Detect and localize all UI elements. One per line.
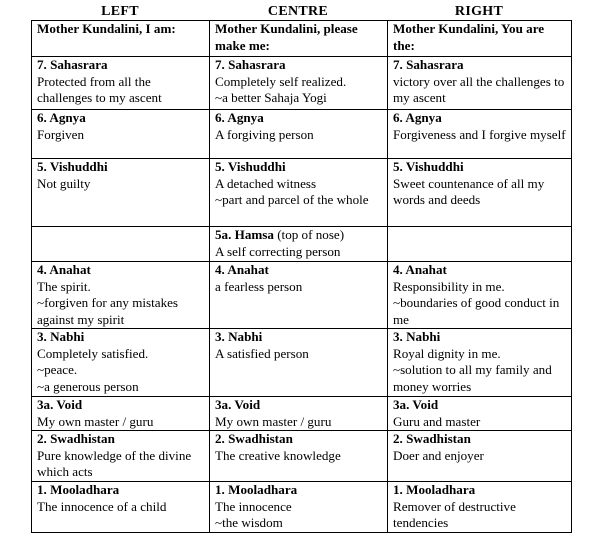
cell-text: ~boundaries of good conduct in me <box>393 295 560 327</box>
cell-title-line <box>393 159 566 176</box>
cell-title: 6. Agnya <box>37 110 86 125</box>
cell-title-line <box>215 110 382 127</box>
table-row <box>32 159 572 227</box>
cell-title-line <box>215 227 382 244</box>
table-cell-right <box>388 329 572 397</box>
table-cell-centre <box>210 482 388 533</box>
cell-text: ~the wisdom <box>215 515 283 530</box>
cell-title: 3. Nabhi <box>393 329 441 344</box>
table-cell-left <box>32 397 210 431</box>
cell-title: 1. Mooladhara <box>37 482 120 497</box>
table-cell-right <box>388 159 572 227</box>
table-cell-left <box>32 21 210 57</box>
header-left: LEFT <box>101 4 139 19</box>
cell-text: A self correcting person <box>215 243 341 259</box>
cell-title-line <box>215 21 382 54</box>
table-cell-centre <box>210 431 388 482</box>
cell-text: ~a generous person <box>37 378 139 394</box>
header-right: RIGHT <box>454 4 504 19</box>
cell-text: The creative knowledge <box>215 447 341 463</box>
cell-title-line <box>215 329 382 346</box>
cell-title: 6. Agnya <box>393 110 442 125</box>
cell-text: Pure knowledge of the divine which acts <box>37 447 192 479</box>
table-cell-left <box>32 262 210 329</box>
cell-title: 3. Nabhi <box>215 329 263 344</box>
table-cell-left <box>32 329 210 397</box>
table-cell-centre <box>210 159 388 227</box>
table-row <box>32 57 572 110</box>
cell-title-note: (top of nose) <box>273 227 345 242</box>
cell-title: 3a. Void <box>215 397 261 412</box>
cell-title: 3. Nabhi <box>37 329 85 344</box>
cell-title-line <box>37 262 204 279</box>
cell-title-line <box>37 482 204 499</box>
column-headers <box>31 4 571 21</box>
table-cell-right <box>388 397 572 431</box>
cell-title-line <box>215 397 382 414</box>
cell-text: Guru and master <box>393 413 481 429</box>
cell-text: ~peace. <box>37 362 78 377</box>
table-cell-centre <box>210 397 388 431</box>
cell-title-line <box>215 482 382 499</box>
cell-title-line <box>393 21 566 54</box>
table-row <box>32 227 572 262</box>
cell-title-line <box>393 397 566 414</box>
cell-text: Completely satisfied. <box>37 345 149 361</box>
table-cell-left <box>32 227 210 262</box>
cell-title: 5a. Hamsa <box>215 227 274 242</box>
cell-text: A detached witness <box>215 175 317 191</box>
table-cell-right <box>388 262 572 329</box>
cell-text: Forgiven <box>37 126 85 142</box>
cell-title-line <box>393 482 566 499</box>
cell-text: Completely self realized. <box>215 73 347 89</box>
table-cell-centre <box>210 57 388 110</box>
cell-text: Doer and enjoyer <box>393 447 484 463</box>
cell-title: 3a. Void <box>393 397 439 412</box>
cell-text: ~a better Sahaja Yogi <box>215 90 327 105</box>
table-cell-left <box>32 482 210 533</box>
cell-title-line <box>215 57 382 74</box>
cell-text: Royal dignity in me. <box>393 345 501 361</box>
cell-title-line <box>215 159 382 176</box>
table-cell-right <box>388 110 572 159</box>
table-row <box>32 431 572 482</box>
cell-title: 4. Anahat <box>393 262 447 277</box>
cell-title-line <box>393 110 566 127</box>
cell-title: 2. Swadhistan <box>37 431 115 446</box>
table-row <box>32 21 572 57</box>
cell-text: Responsibility in me. <box>393 278 505 294</box>
cell-title: Mother Kundalini, I am: <box>37 21 176 36</box>
cell-text: Forgiveness and I forgive myself <box>393 126 566 142</box>
cell-text: A forgiving person <box>215 126 314 142</box>
cell-text: My own master / guru <box>215 413 332 429</box>
table-row <box>32 262 572 329</box>
cell-title: 3a. Void <box>37 397 83 412</box>
table-cell-centre <box>210 227 388 262</box>
table-cell-left <box>32 431 210 482</box>
table-cell-right <box>388 431 572 482</box>
table-cell-centre <box>210 21 388 57</box>
header-centre: CENTRE <box>267 4 329 19</box>
cell-title-line <box>37 431 204 448</box>
cell-text: The innocence <box>215 498 292 514</box>
cell-text: The spirit. <box>37 278 91 294</box>
table-cell-right <box>388 21 572 57</box>
cell-text: The innocence of a child <box>37 498 167 514</box>
cell-text: Protected from all the challenges to my ascent <box>37 73 162 105</box>
cell-text: victory over all the challenges to my ascent <box>393 73 565 105</box>
cell-title: 7. Sahasrara <box>37 57 108 72</box>
cell-title-line <box>393 57 566 74</box>
table-cell-centre <box>210 110 388 159</box>
cell-title-line <box>37 397 204 414</box>
cell-title-line <box>393 431 566 448</box>
cell-text: Not guilty <box>37 175 91 191</box>
table-cell-left <box>32 159 210 227</box>
cell-title: Mother Kundalini, please make me: <box>215 21 358 53</box>
table-cell-left <box>32 57 210 110</box>
cell-title-line <box>215 262 382 279</box>
table-cell-centre <box>210 262 388 329</box>
cell-title-line <box>37 21 204 38</box>
table-row <box>32 397 572 431</box>
cell-text: ~part and parcel of the whole <box>215 192 369 207</box>
cell-title: 5. Vishuddhi <box>215 159 286 174</box>
cell-text: ~forgiven for any mistakes against my spirit <box>37 295 179 327</box>
cell-title-line <box>393 262 566 279</box>
cell-title: 4. Anahat <box>215 262 269 277</box>
cell-title: 1. Mooladhara <box>215 482 298 497</box>
table-cell-right <box>388 57 572 110</box>
cell-title: 5. Vishuddhi <box>37 159 108 174</box>
cell-title-line <box>393 329 566 346</box>
cell-title: 2. Swadhistan <box>215 431 293 446</box>
cell-title-line <box>37 159 204 176</box>
cell-title-line <box>215 431 382 448</box>
cell-title: Mother Kundalini, You are the: <box>393 21 545 53</box>
table-cell-right <box>388 482 572 533</box>
cell-text: ~solution to all my family and money worries <box>393 362 552 394</box>
table-row <box>32 110 572 159</box>
cell-title: 2. Swadhistan <box>393 431 471 446</box>
table-row <box>32 482 572 533</box>
cell-title: 1. Mooladhara <box>393 482 476 497</box>
chakra-table <box>31 20 572 533</box>
cell-title: 6. Agnya <box>215 110 264 125</box>
table-cell-centre <box>210 329 388 397</box>
cell-text: Sweet countenance of all my words and deeds <box>393 175 545 207</box>
table-cell-left <box>32 110 210 159</box>
cell-title-line <box>37 57 204 74</box>
cell-title: 7. Sahasrara <box>393 57 464 72</box>
cell-text: Remover of destructive tendencies <box>393 498 516 530</box>
cell-title: 7. Sahasrara <box>215 57 286 72</box>
cell-text: a fearless person <box>215 278 303 294</box>
cell-title: 4. Anahat <box>37 262 91 277</box>
table-row <box>32 329 572 397</box>
table-cell-right <box>388 227 572 262</box>
cell-title-line <box>37 329 204 346</box>
cell-text: A satisfied person <box>215 345 309 361</box>
chakra-table-body <box>32 21 572 533</box>
cell-title-line <box>37 110 204 127</box>
cell-text: My own master / guru <box>37 413 154 429</box>
cell-title: 5. Vishuddhi <box>393 159 464 174</box>
